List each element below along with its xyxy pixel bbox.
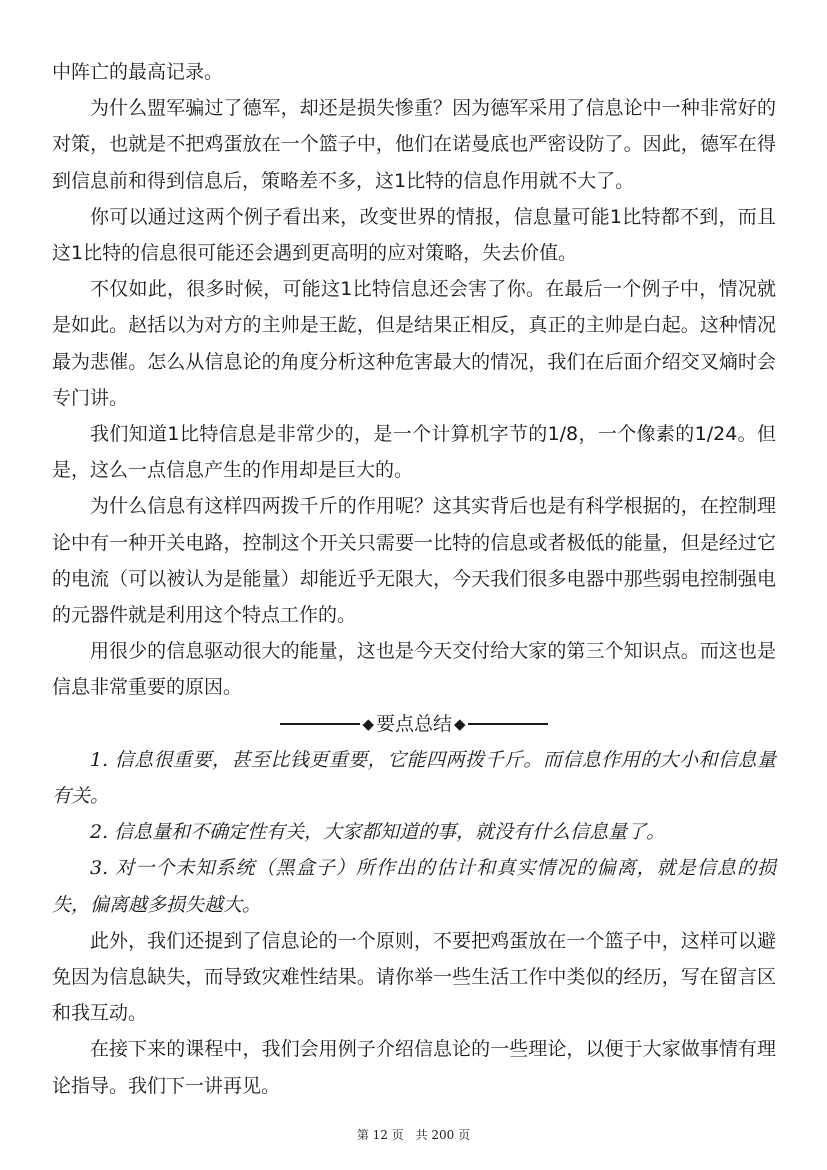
paragraph: 为什么盟军骗过了德军，却还是损失惨重？因为德军采用了信息论中一种非常好的对策，也就是不把鸡蛋放在一个篮子中，他们在诺曼底也严密设防了。因此，德军在得到信息前和得到信息后，策略差不多，这1比特的信息作用就不大了。 xyxy=(52,97,776,192)
paragraph: 用很少的信息驱动很大的能量，这也是今天交付给大家的第三个知识点。而这也是信息非常重要的原因。 xyxy=(52,640,776,699)
paragraph: 此外，我们还提到了信息论的一个原则，不要把鸡蛋放在一个篮子中，这样可以避免因为信息缺失，而导致灾难性结果。请你举一些生活工作中类似的经历，写在留言区和我互动。 xyxy=(52,929,776,1025)
paragraph: 我们知道1比特信息是非常少的，是一个计算机字节的1/8，一个像素的1/24。但是，这么一点信息产生的作用却是巨大的。 xyxy=(52,423,776,482)
divider-line-left xyxy=(280,723,360,725)
paragraph: 在接下来的课程中，我们会用例子介绍信息论的一些理论，以便于大家做事情有理论指导。我们下一讲再见。 xyxy=(52,1038,776,1097)
paragraph: 中阵亡的最高记录。 xyxy=(52,61,224,83)
paragraph: 你可以通过这两个例子看出来，改变世界的情报，信息量可能1比特都不到，而且这1比特的信息很可能还会遇到更高明的应对策略，失去价值。 xyxy=(52,205,776,265)
page-footer xyxy=(0,1126,827,1143)
diamond-icon: ◆ xyxy=(362,714,374,733)
page-number: 第 12 页 xyxy=(356,1128,404,1142)
summary-point: 3. 对一个未知系统（黑盒子）所作出的估计和真实情况的偏离，就是信息的损失，偏离越多损失越大。 xyxy=(52,857,776,916)
diamond-icon: ◆ xyxy=(454,714,466,733)
paragraph: 为什么信息有这样四两拨千斤的作用呢？这其实背后也是有科学根据的，在控制理论中有一种开关电路，控制这个开关只需要一比特的信息或者极低的能量，但是经过它的电流（可以被认为是能量）却能近乎无限大，今天我们很多电器中那些弱电控制强电的元器件就是利用这个特点工作的。 xyxy=(52,495,776,627)
summary-point: 1. 信息很重要，甚至比钱更重要，它能四两拨千斤。而信息作用的大小和信息量有关。 xyxy=(52,748,776,808)
divider-line-right xyxy=(468,723,548,725)
summary-point: 2. 信息量和不确定性有关，大家都知道的事，就没有什么信息量了。 xyxy=(90,821,666,844)
section-divider xyxy=(52,706,776,742)
total-pages: 共 200 页 xyxy=(415,1128,471,1142)
paragraph: 不仅如此，很多时候，可能这1比特信息还会害了你。在最后一个例子中，情况就是如此。赵括以为对方的主帅是王龁，但是结果正相反，真正的主帅是白起。这种情况最为悲催。怎么从信息论的角度分析这种危害最大的情况，我们在后面介绍交叉熵时会专门讲。 xyxy=(52,278,776,409)
section-heading: 要点总结 xyxy=(375,712,452,735)
page-body xyxy=(52,54,776,1104)
